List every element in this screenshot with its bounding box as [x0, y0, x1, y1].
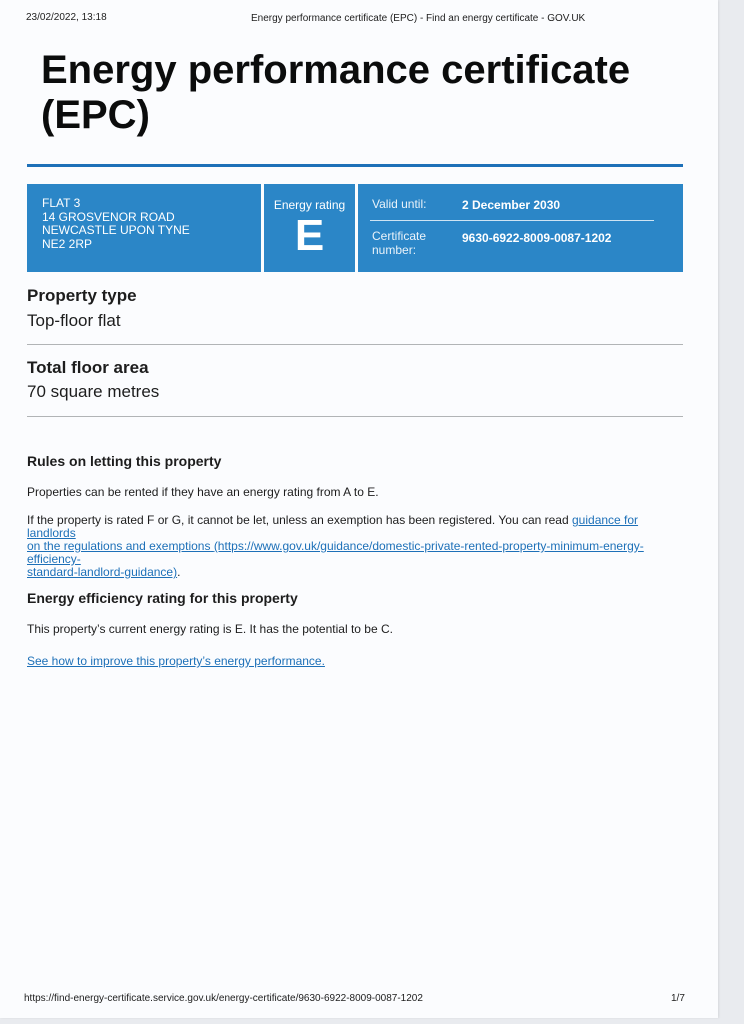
- address-line-2: 14 GROSVENOR ROAD: [42, 209, 175, 224]
- address-panel: [27, 184, 261, 272]
- floor-area-heading: Total floor area: [27, 358, 149, 377]
- page-title-line-2: (EPC): [41, 93, 150, 137]
- title-divider: [27, 164, 683, 167]
- improve-performance-paragraph: [27, 655, 687, 668]
- page-title-line-1: Energy performance certificate: [41, 48, 631, 92]
- valid-until-value: 2 December 2030: [462, 198, 561, 212]
- print-datetime: 23/02/2022, 13:18: [26, 12, 107, 23]
- energy-efficiency-paragraph: This property’s current energy rating is E. It has the potential to be C.: [27, 622, 393, 636]
- section-divider-2: [27, 416, 683, 417]
- print-page-number: 1/7: [671, 993, 685, 1004]
- energy-rating-letter: E: [294, 211, 325, 260]
- valid-until-label: Valid until:: [372, 197, 427, 211]
- info-divider: [370, 220, 654, 221]
- letting-rules-paragraph-1: Properties can be rented if they have an energy rating from A to E.: [27, 485, 379, 499]
- letting-rules-paragraph-2: [27, 514, 687, 579]
- print-page-title: Energy performance certificate (EPC) - Find an energy certificate - GOV.UK: [251, 13, 586, 24]
- print-url: https://find-energy-certificate.service.gov.uk/energy-certificate/9630-6922-8009-0087-1202: [24, 993, 423, 1004]
- property-type-heading: Property type: [27, 286, 137, 305]
- certificate-number-label: [372, 230, 426, 257]
- letting-rules-text: If the property is rated F or G, it cannot be let, unless an exemption has been registered. You can read: [27, 513, 572, 527]
- landlord-guidance-url-1: (https://www.gov.uk/guidance/domestic-private-rented-property-minimum-energy-efficiency-: [27, 539, 644, 566]
- landlord-guidance-link-text-1: guidance for landlords: [27, 513, 639, 540]
- certificate-info-panel: [358, 184, 683, 272]
- floor-area-value: 70 square metres: [27, 382, 160, 401]
- certificate-number-label-line-2: number:: [372, 242, 417, 257]
- certificate-number-value: 9630-6922-8009-0087-1202: [462, 231, 612, 245]
- energy-efficiency-heading: Energy efficiency rating for this property: [27, 590, 298, 606]
- address-block: [27, 184, 261, 251]
- energy-rating-panel: [264, 184, 355, 272]
- certificate-number-label-line-1: Certificate: [372, 229, 427, 243]
- energy-rating-label: Energy rating: [273, 198, 346, 212]
- address-postcode: NE2 2RP: [42, 236, 93, 251]
- page-title: [41, 48, 681, 138]
- improve-performance-link[interactable]: See how to improve this property’s energy performance.: [27, 654, 325, 668]
- address-line-1: FLAT 3: [42, 196, 81, 210]
- section-divider-1: [27, 344, 683, 345]
- letting-rules-period: .: [177, 565, 181, 579]
- property-type-value: Top-floor flat: [27, 311, 121, 330]
- landlord-guidance-url-2: standard-landlord-guidance): [27, 565, 178, 579]
- letting-rules-heading: Rules on letting this property: [27, 453, 222, 469]
- address-line-3: NEWCASTLE UPON TYNE: [42, 223, 190, 237]
- landlord-guidance-link-text-2: on the regulations and exemptions: [27, 539, 211, 553]
